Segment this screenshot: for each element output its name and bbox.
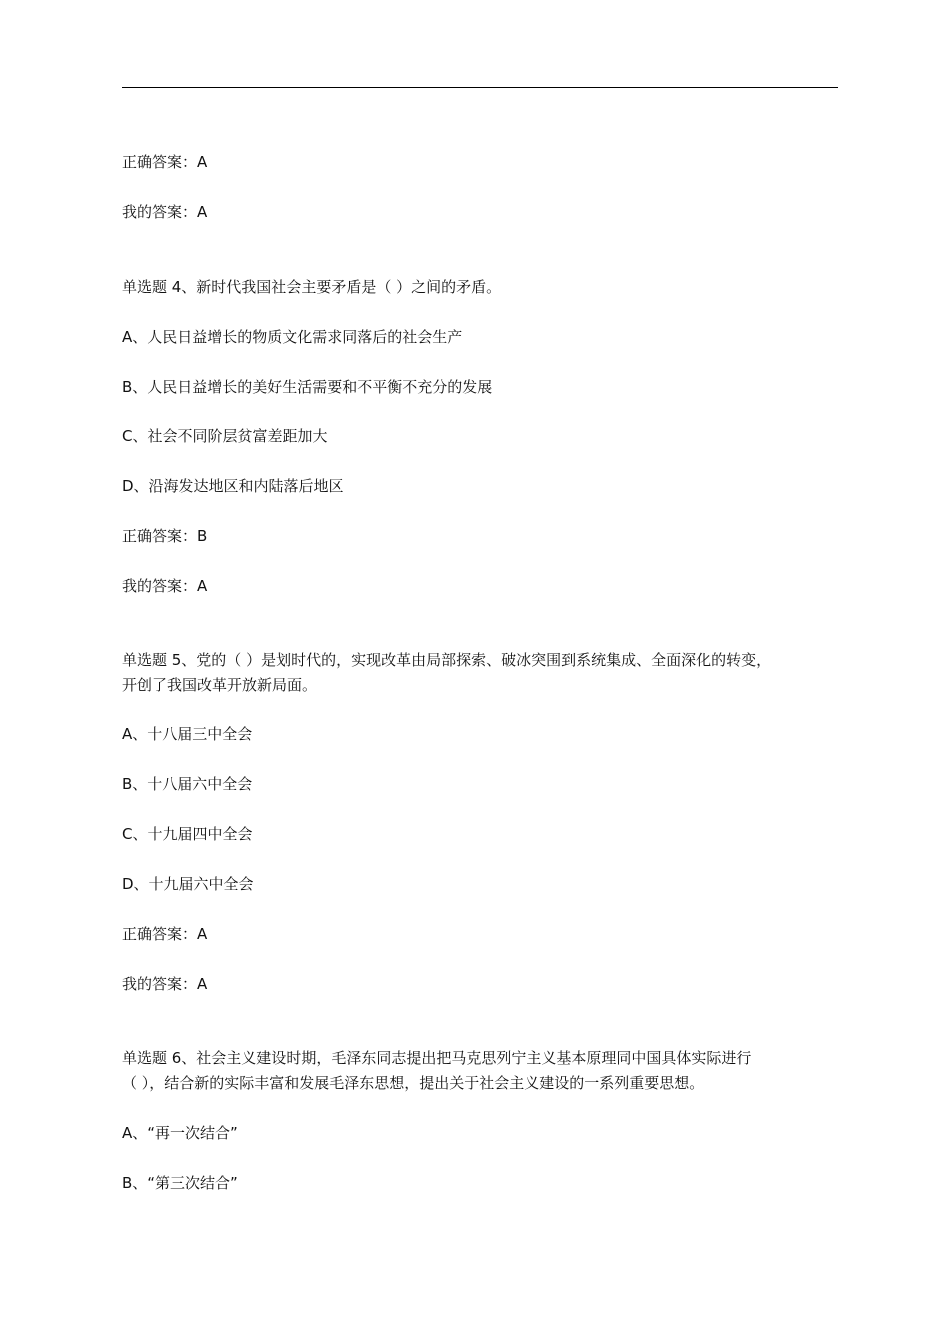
q6-option-b[interactable]: B、“第三次结合” bbox=[122, 1174, 238, 1192]
header-rule bbox=[122, 87, 838, 88]
q5-question-line1: 单选题 5、党的（ ）是划时代的，实现改革由局部探索、破冰突围到系统集成、全面深化的转变， bbox=[122, 651, 772, 669]
q5-my-answer: 我的答案：A bbox=[122, 975, 208, 993]
q4-option-b[interactable]: B、人民日益增长的美好生活需要和不平衡不充分的发展 bbox=[122, 378, 493, 396]
q5-correct-answer: 正确答案：A bbox=[122, 925, 208, 943]
q4-my-answer: 我的答案：A bbox=[122, 577, 208, 595]
q6-question-line2: （ ），结合新的实际丰富和发展毛泽东思想，提出关于社会主义建设的一系列重要思想。 bbox=[122, 1074, 705, 1092]
q6-question-line1: 单选题 6、社会主义建设时期，毛泽东同志提出把马克思列宁主义基本原理同中国具体实际进行 bbox=[122, 1049, 752, 1067]
q4-question: 单选题 4、新时代我国社会主要矛盾是（ ）之间的矛盾。 bbox=[122, 278, 502, 296]
prev-my-answer: 我的答案：A bbox=[122, 203, 208, 221]
q5-option-a[interactable]: A、十八届三中全会 bbox=[122, 725, 253, 743]
prev-correct-answer: 正确答案：A bbox=[122, 153, 208, 171]
q4-option-d[interactable]: D、沿海发达地区和内陆落后地区 bbox=[122, 477, 344, 495]
q6-option-a[interactable]: A、“再一次结合” bbox=[122, 1124, 238, 1142]
q5-option-c[interactable]: C、十九届四中全会 bbox=[122, 825, 253, 843]
q5-option-b[interactable]: B、十八届六中全会 bbox=[122, 775, 253, 793]
q4-correct-answer: 正确答案：B bbox=[122, 527, 208, 545]
q4-option-c[interactable]: C、社会不同阶层贫富差距加大 bbox=[122, 427, 328, 445]
q5-option-d[interactable]: D、十九届六中全会 bbox=[122, 875, 254, 893]
q4-option-a[interactable]: A、人民日益增长的物质文化需求同落后的社会生产 bbox=[122, 328, 463, 346]
q5-question-line2: 开创了我国改革开放新局面。 bbox=[122, 676, 318, 694]
